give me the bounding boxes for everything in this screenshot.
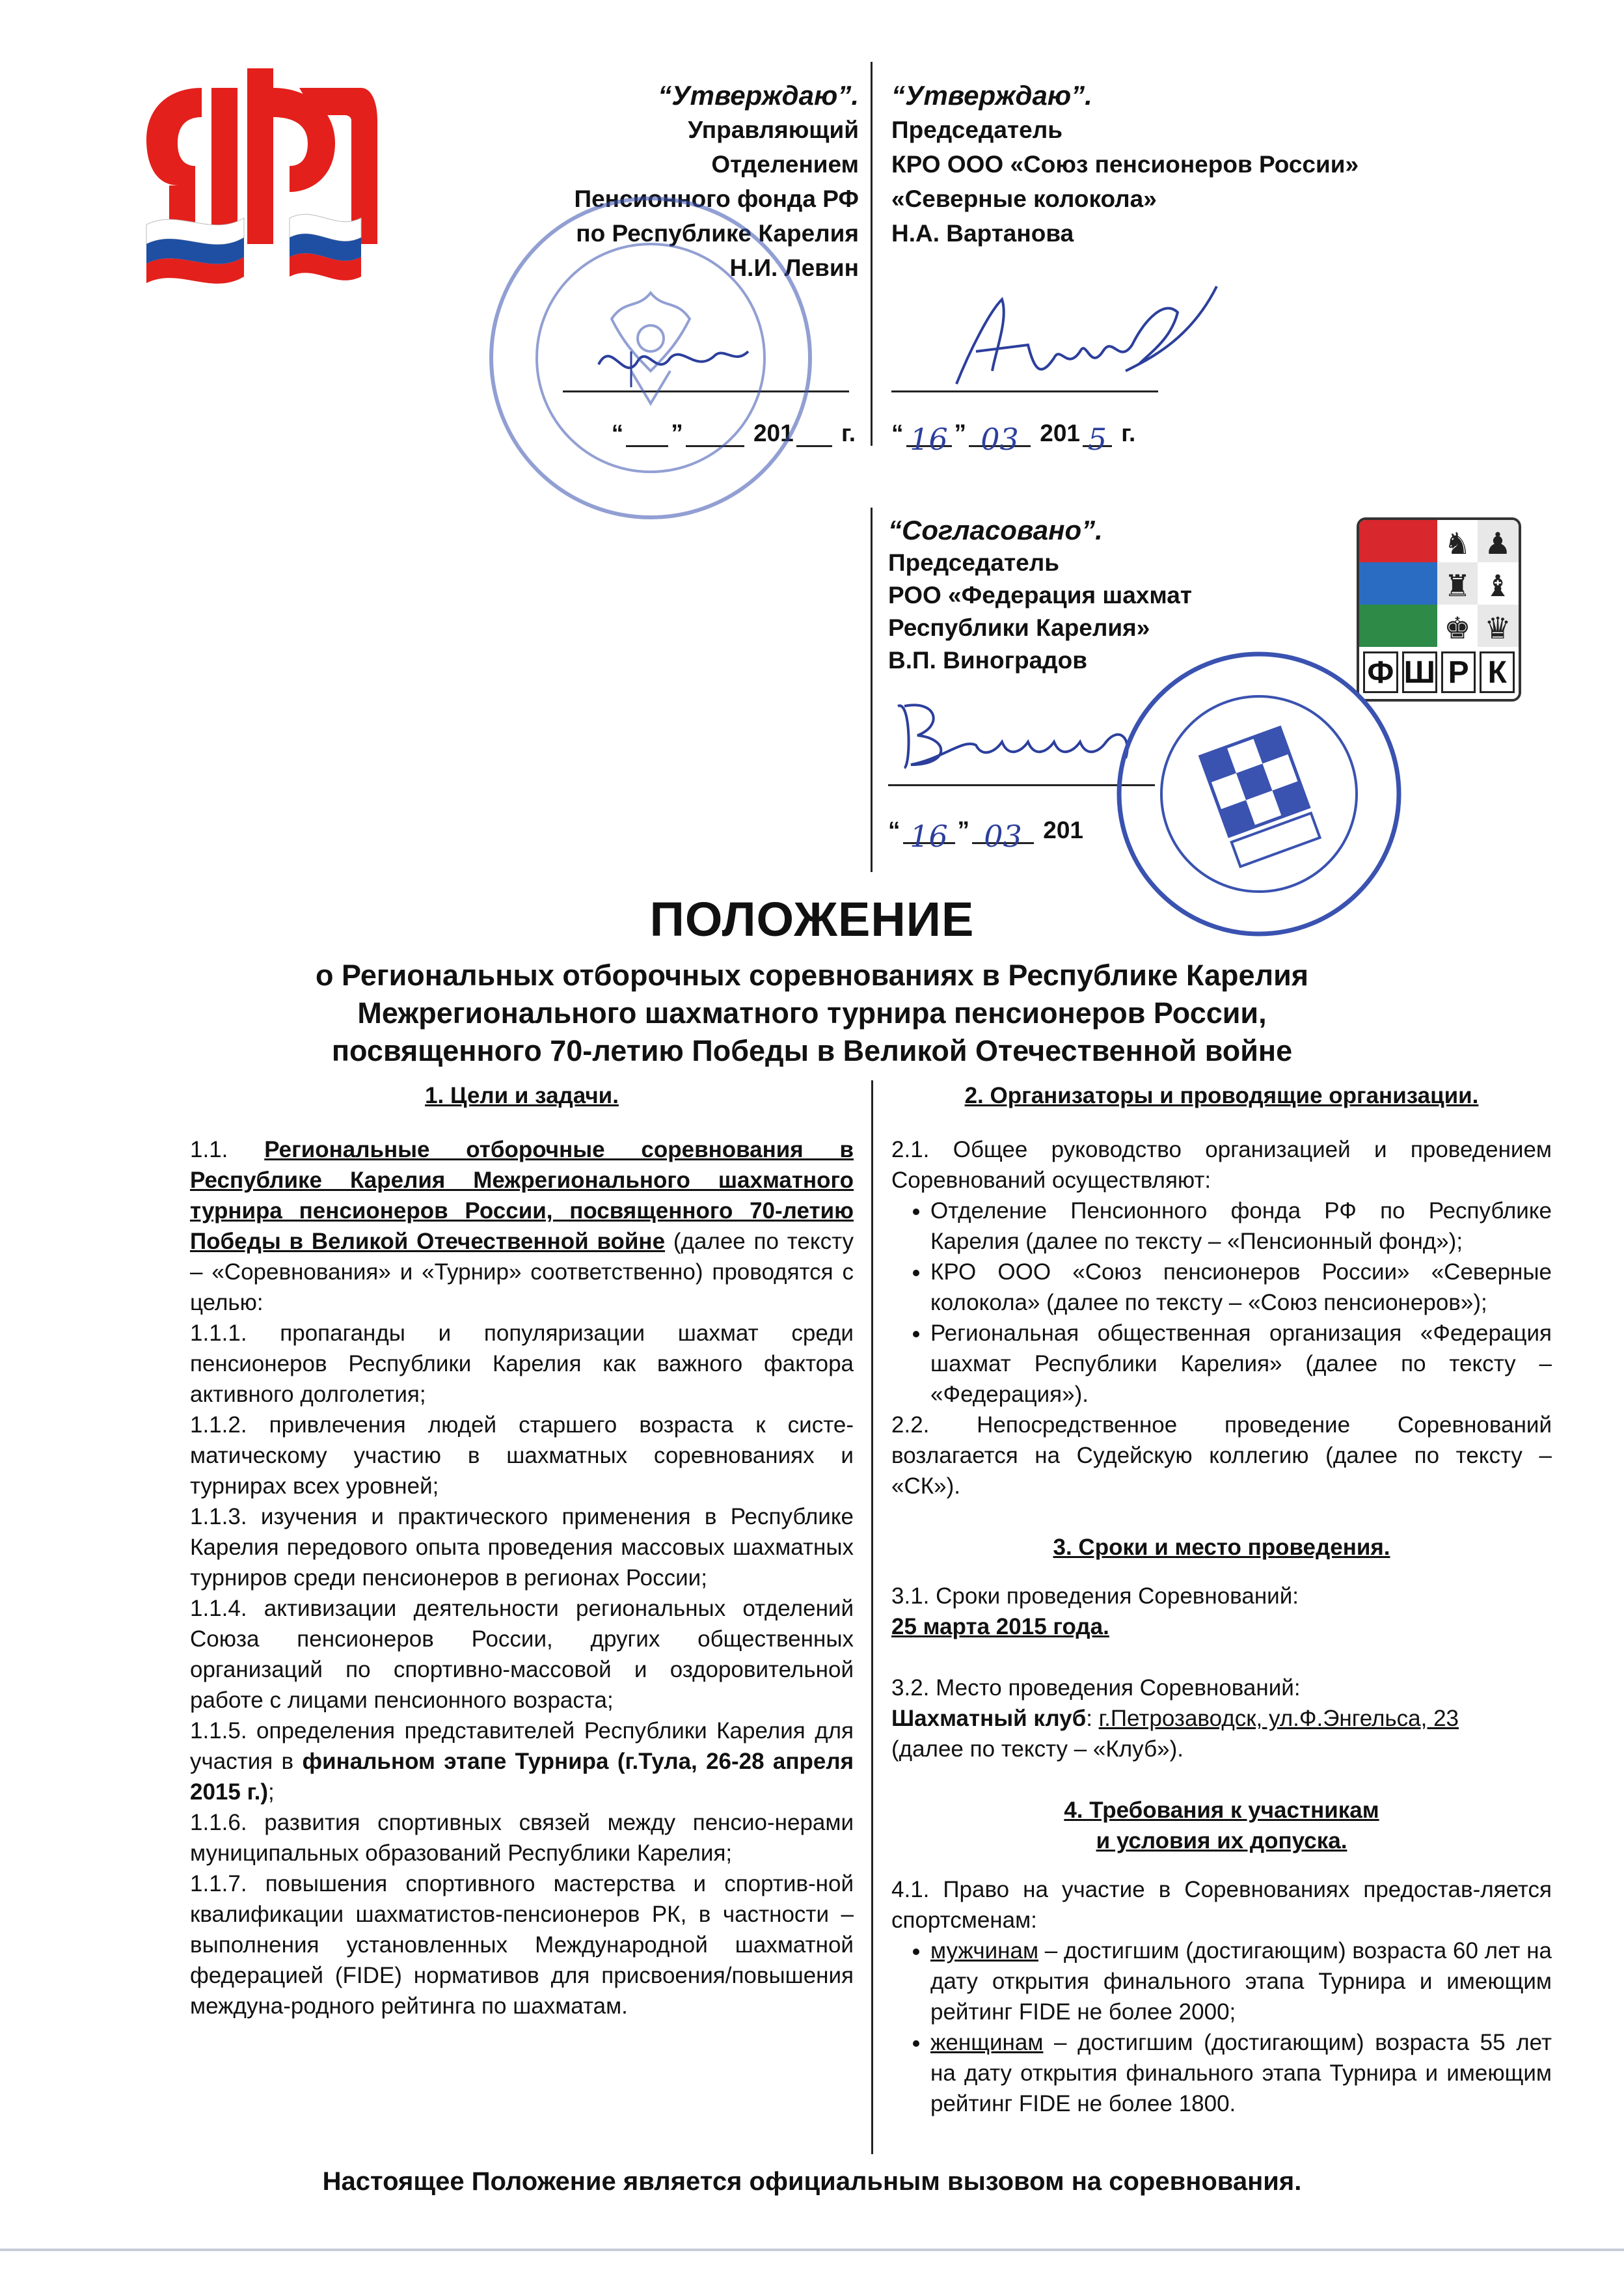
fshrk-letter: Р xyxy=(1441,651,1476,693)
column-divider xyxy=(871,1080,873,2154)
approval-left-line: Н.И. Левин xyxy=(729,254,859,281)
fshrk-letter: Ш xyxy=(1402,651,1437,693)
subtitle-line: Межрегионального шахматного турнира пенсионеров России, xyxy=(357,996,1267,1030)
section-3-title: 3. Сроки и место проведения. xyxy=(1053,1535,1390,1560)
pawn-icon: ♟ xyxy=(1484,526,1511,561)
paragraph-1-1-1: 1.1.1. пропаганды и популяризации шахмат среди пенсионеров Республики Карелия как важного фактора активного долголетия; xyxy=(190,1320,854,1407)
paragraph-1-1-5 xyxy=(190,1716,854,1807)
date-left-quote: ” xyxy=(671,420,683,446)
rook-icon: ♜ xyxy=(1444,568,1471,603)
approval-agreed-line: Республики Карелия» xyxy=(888,614,1150,641)
approval-right-title: “Утверждаю”. xyxy=(891,80,1092,111)
date-right-year-end xyxy=(1083,422,1112,457)
paragraph-number: 1.1. xyxy=(190,1137,228,1162)
date-right-month-hand: 03 xyxy=(981,422,1019,457)
right-column xyxy=(891,1080,1552,2119)
pfr-stamp xyxy=(481,189,820,527)
date-right-day-hand: 16 xyxy=(910,422,948,457)
date-agreed-quote: “ xyxy=(888,817,900,843)
paragraph-1-1-6: 1.1.6. развития спортивных связей между пенсио-нерами муниципальных образований Республики Карелия; xyxy=(190,1810,854,1866)
section-2-title: 2. Организаторы и проводящие организации. xyxy=(964,1083,1479,1108)
paragraph-text: 1.1.5. определения представителей Республики Карелия для участия в xyxy=(190,1718,854,1774)
king-icon: ♚ xyxy=(1444,610,1471,646)
list-item: • КРО ООО «Союз пенсионеров России» «Северные колокола» (далее по тексту – «Союз пенсионеров»); xyxy=(930,1257,1552,1318)
section-4-title-line: и условия их допуска. xyxy=(1096,1828,1347,1853)
queen-icon: ♛ xyxy=(1484,610,1511,646)
approval-agreed-title: “Согласовано”. xyxy=(888,515,1103,545)
date-agreed-day-hand: 16 xyxy=(910,819,948,854)
date-left-suffix: г. xyxy=(841,420,856,446)
bishop-icon: ♝ xyxy=(1484,568,1511,603)
paragraph-2-1: 2.1. Общее руководство организацией и проведением Соревнований осуществляют: xyxy=(891,1137,1552,1193)
approval-left-title: “Утверждаю”. xyxy=(658,80,859,111)
organizers-list xyxy=(891,1196,1552,1410)
subtitle-line: посвященного 70-летию Победы в Великой Отечественной войне xyxy=(331,1034,1293,1067)
document-title: ПОЛОЖЕНИЕ xyxy=(649,892,975,946)
fshrk-letter: К xyxy=(1480,651,1515,693)
women-requirements: – достигшим (достигающим) возраста 55 лет на дату открытия финального этапа Турнира и имеющим рейтинг FIDE не более 1800. xyxy=(930,2030,1552,2116)
knight-icon: ♞ xyxy=(1444,526,1471,561)
event-name: Региональные отборочные соревнования в Республике Карелия Межрегионального шахматного турнира пенсионеров России, посвященного 70-летию Победы в Великой Отечественной войне xyxy=(190,1137,854,1254)
approval-agreed-line: Председатель xyxy=(888,549,1059,576)
left-column xyxy=(190,1080,854,2021)
paragraph-1-1-7: 1.1.7. повышения спортивного мастерства и спортив-ной квалификации шахматистов-пенсионеров РК, в частности – выполнения установленных Международной шахматной федерацией (FIDE) нормативов для присвоения/повышения междуна-родного рейтинга по шахматам. xyxy=(190,1871,854,2019)
date-right-year-hand: 5 xyxy=(1087,422,1107,457)
date-agreed-month xyxy=(972,819,1034,854)
signature-right xyxy=(930,273,1230,403)
list-item xyxy=(930,1935,1552,2027)
date-right-year: 201 xyxy=(1040,420,1081,446)
section-4-title-line: 4. Требования к участникам xyxy=(1064,1798,1379,1823)
place-address: г.Петрозаводск, ул.Ф.Энгельса, 23 xyxy=(1098,1706,1459,1731)
approval-agreed-line: РОО «Федерация шахмат xyxy=(888,582,1192,609)
date-left-quote: “ xyxy=(611,420,624,446)
approval-right-line: Н.А. Вартанова xyxy=(891,220,1074,247)
men-label: мужчинам xyxy=(930,1938,1039,1963)
paragraph-1-1-2: 1.1.2. привлечения людей старшего возраста к систе-матическому участию в шахматных соревнованиях и турнирах всех уровней; xyxy=(190,1412,854,1499)
paragraph-2-2: 2.2. Непосредственное проведение Соревнований возлагается на Судейскую коллегию (далее по тексту – «СК»). xyxy=(891,1412,1552,1499)
place-name: Шахматный клуб xyxy=(891,1706,1087,1731)
paragraph-3-2: 3.2. Место проведения Соревнований: xyxy=(891,1675,1301,1701)
date-right xyxy=(891,420,1282,457)
paragraph-1-1-3: 1.1.3. изучения и практического применения в Республике Карелия передового опыта проведения массовых шахматных турниров среди пенсионеров в регионах России; xyxy=(190,1504,854,1591)
subtitle-line: о Региональных отборочных соревнованиях в Республике Карелия xyxy=(315,959,1309,992)
date-agreed-month-hand: 03 xyxy=(984,819,1022,854)
bottom-rule xyxy=(0,2249,1624,2251)
eagle-emblem-icon xyxy=(612,293,690,403)
header-divider xyxy=(871,62,873,446)
paragraph-text: (далее по тексту – «Соревнования» и «Турнир» соответственно) проводятся с целью: xyxy=(190,1229,854,1315)
date-right-quote: ” xyxy=(954,420,966,446)
signature-line-right xyxy=(891,390,1158,392)
section-1-title: 1. Цели и задачи. xyxy=(425,1083,619,1108)
approval-left-line: Отделением xyxy=(711,151,859,178)
event-date: 25 марта 2015 года. xyxy=(891,1614,1109,1639)
approval-agreed-line: В.П. Виноградов xyxy=(888,647,1087,674)
date-agreed-year: 201 xyxy=(1043,817,1084,843)
final-stage-info: финальном этапе Турнира (г.Тула, 26-28 апреля 2015 г.) xyxy=(190,1749,854,1805)
fshrk-letter: Ф xyxy=(1363,651,1398,693)
paragraph-text: ; xyxy=(268,1779,275,1805)
participants-list xyxy=(891,1935,1552,2119)
date-left-year: 201 xyxy=(753,420,794,446)
footer-note: Настоящее Положение является официальным вызовом на соревнования. xyxy=(322,2167,1302,2196)
agreed-divider xyxy=(871,508,873,872)
approval-right-line: «Северные колокола» xyxy=(891,185,1157,212)
date-right-day xyxy=(906,422,952,457)
date-right-suffix: г. xyxy=(1121,420,1136,446)
event-place xyxy=(891,1703,1552,1734)
list-item: • Региональная общественная организация «Федерация шахмат Республики Карелия» (далее по тексту – «Федерация»). xyxy=(930,1318,1552,1410)
approval-right-line: Председатель xyxy=(891,116,1062,143)
section-4-title xyxy=(891,1795,1552,1856)
approval-right-line: КРО ООО «Союз пенсионеров России» xyxy=(891,151,1359,178)
paragraph-4-1: 4.1. Право на участие в Соревнованиях предостав-ляется спортсменам: xyxy=(891,1877,1552,1933)
date-right-month xyxy=(969,422,1031,457)
paragraph-3-1: 3.1. Сроки проведения Соревнований: xyxy=(891,1583,1299,1609)
approval-left-line: Управляющий xyxy=(688,116,859,143)
date-right-quote: “ xyxy=(891,420,904,446)
list-item xyxy=(930,2027,1552,2119)
date-agreed-day xyxy=(903,819,955,854)
men-requirements: – достигшим (достигающим) возраста 60 лет на дату открытия финального этапа Турнира и имеющим рейтинг FIDE не более 2000; xyxy=(930,1938,1552,2025)
document-subtitle xyxy=(130,957,1494,1070)
approval-left-line: Пенсионного фонда РФ xyxy=(574,185,859,212)
approval-right xyxy=(891,78,1477,251)
paragraph-1-1-4: 1.1.4. активизации деятельности региональных отделений Союза пенсионеров России, других общественных организаций по спортивно-массовой и оздоровительной работе с лицами пенсионного возраста; xyxy=(190,1596,854,1713)
approval-left-line: по Республике Карелия xyxy=(576,220,859,247)
list-item: • Отделение Пенсионного фонда РФ по Республике Карелия (далее по тексту – «Пенсионный фонд»); xyxy=(930,1196,1552,1257)
pfr-logo xyxy=(140,62,384,309)
date-agreed-quote: ” xyxy=(957,817,969,843)
place-note: (далее по тексту – «Клуб»). xyxy=(891,1736,1184,1762)
women-label: женщинам xyxy=(930,2030,1044,2055)
paragraph-1-1 xyxy=(190,1134,854,1318)
place-separator: : xyxy=(1086,1706,1099,1731)
